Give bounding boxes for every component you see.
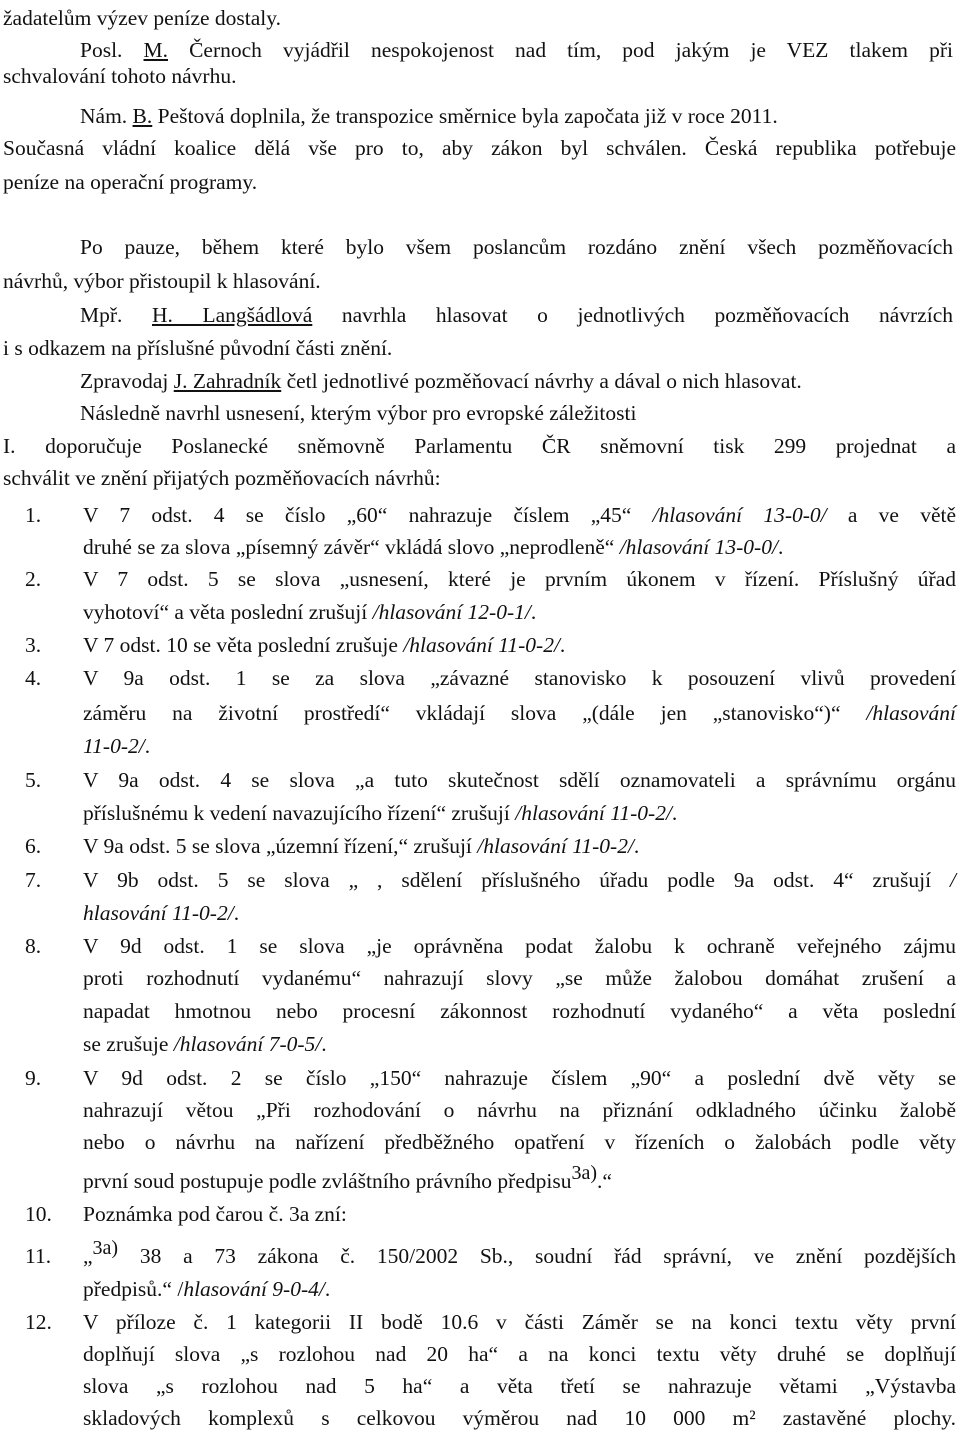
text-line: napadat hmotnou nebo procesní zákonnost rozhodnutí vydaného“ a věta poslední bbox=[83, 999, 956, 1023]
text-line: V 9b odst. 5 se slova „ , sdělení příslušného úřadu podle 9a odst. 4“ zrušují / bbox=[83, 868, 956, 892]
text-line: Posl. M. Černoch vyjádřil nespokojenost nad tím, pod jakým je VEZ tlakem při bbox=[80, 38, 953, 62]
text-line: „$^{3a)}$ 38 a 73 zákona č. 150/2002 Sb., soudní řád správní, ve znění pozdějších bbox=[83, 1237, 956, 1268]
text-line: první soud postupuje podle zvláštního právního předpisu$^{3a)}$.“ bbox=[83, 1162, 612, 1193]
footnote-marker: 3a) bbox=[92, 1237, 119, 1259]
text-line: skladových komplexů s celkovou výměrou nad 10 000 m² zastavěné plochy. bbox=[83, 1406, 956, 1430]
text-line: předpisů.“ /hlasování 9-0-4/. bbox=[83, 1277, 331, 1301]
text-line: hlasování 11-0-2/. bbox=[83, 901, 240, 925]
text-line: V 7 odst. 5 se slova „usnesení, které je prvním úkonem v řízení. Příslušný úřad bbox=[83, 567, 956, 591]
text-line: doplňují slova „s rozlohou nad 20 ha“ a na konci textu věty druhé se doplňují bbox=[83, 1342, 956, 1366]
text-line: 11-0-2/. bbox=[83, 734, 151, 758]
list-number: 6. bbox=[25, 834, 42, 858]
text-line: druhé se za slova „písemný závěr“ vkládá slovo „neprodleně“ /hlasování 13-0-0/. bbox=[83, 535, 784, 559]
list-number: 3. bbox=[25, 633, 42, 657]
text-line: peníze na operační programy. bbox=[3, 170, 258, 194]
text-line: V 9a odst. 4 se slova „a tuto skutečnost sdělí oznamovateli a správnímu orgánu bbox=[83, 768, 956, 792]
text-line: Nám. B. Peštová doplnila, že transpozice směrnice byla započata již v roce 2011. bbox=[80, 104, 778, 128]
text-line: vyhotoví“ a věta poslední zrušují /hlasování 12-0-1/. bbox=[83, 600, 537, 624]
text-line: Mpř. H. Langšádlová navrhla hlasovat o jednotlivých pozměňovacích návrzích bbox=[80, 303, 953, 327]
text-line: Po pauze, během které bylo všem poslancům rozdáno znění všech pozměňovacích bbox=[80, 235, 953, 259]
text-line: Zpravodaj J. Zahradník četl jednotlivé pozměňovací návrhy a dával o nich hlasovat. bbox=[80, 369, 802, 393]
list-number: 11. bbox=[25, 1244, 52, 1268]
text-line: V 9d odst. 1 se slova „je oprávněna podat žalobu k ochraně veřejného zájmu bbox=[83, 934, 956, 958]
list-number: 4. bbox=[25, 666, 42, 690]
text-line: schvalování tohoto návrhu. bbox=[3, 64, 237, 88]
text-line: V 9a odst. 5 se slova „územní řízení,“ zrušují /hlasování 11-0-2/. bbox=[83, 834, 640, 858]
text-line: schválit ve znění přijatých pozměňovacích návrhů: bbox=[3, 466, 441, 490]
text-line: návrhů, výbor přistoupil k hlasování. bbox=[3, 269, 321, 293]
text-line: záměru na životní prostředí“ vkládají slova „(dále jen „stanovisko“)“ /hlasování bbox=[83, 701, 956, 725]
text-line: slova „s rozlohou nad 5 ha“ a věta třetí se nahrazuje větami „Výstavba bbox=[83, 1374, 956, 1398]
text-line: V 9a odst. 1 se za slova „závazné stanovisko k posouzení vlivů provedení bbox=[83, 666, 956, 690]
text-line: V 7 odst. 10 se věta poslední zrušuje /hlasování 11-0-2/. bbox=[83, 633, 566, 657]
text-line: I. doporučuje Poslanecké sněmovně Parlamentu ČR sněmovní tisk 299 projednat a bbox=[3, 434, 956, 458]
list-number: 5. bbox=[25, 768, 42, 792]
list-number: 12. bbox=[25, 1310, 52, 1334]
text-line: V příloze č. 1 kategorii II bodě 10.6 v části Záměr se na konci textu věty první bbox=[83, 1310, 956, 1334]
text-line: i s odkazem na příslušné původní části znění. bbox=[3, 336, 393, 360]
text-line: V 9d odst. 2 se číslo „150“ nahrazuje číslem „90“ a poslední dvě věty se bbox=[83, 1066, 956, 1090]
text-line: příslušnému k vedení navazujícího řízení“ zrušují /hlasování 11-0-2/. bbox=[83, 801, 678, 825]
list-number: 1. bbox=[25, 503, 42, 527]
text-line: Současná vládní koalice dělá vše pro to, aby zákon byl schválen. Česká republika potřebuje bbox=[3, 136, 956, 160]
list-number: 10. bbox=[25, 1202, 52, 1226]
list-number: 8. bbox=[25, 934, 42, 958]
text-line: nahrazují větou „Při rozhodování o návrhu na přiznání odkladného účinku žalobě bbox=[83, 1098, 956, 1122]
text-line: proti rozhodnutí vydanému“ nahrazují slovy „se může žalobou domáhat zrušení a bbox=[83, 966, 956, 990]
text-line: žadatelům výzev peníze dostaly. bbox=[3, 6, 281, 30]
text-line: nebo o návrhu na nařízení předběžného opatření v řízeních o žalobách podle věty bbox=[83, 1130, 956, 1154]
list-number: 9. bbox=[25, 1066, 42, 1090]
list-number: 7. bbox=[25, 868, 42, 892]
text-line: Poznámka pod čarou č. 3a zní: bbox=[83, 1202, 347, 1226]
text-line: Následně navrhl usnesení, kterým výbor pro evropské záležitosti bbox=[80, 401, 637, 425]
text-line: V 7 odst. 4 se číslo „60“ nahrazuje číslem „45“ /hlasování 13-0-0/ a ve větě bbox=[83, 503, 956, 527]
text-line: se zrušuje /hlasování 7-0-5/. bbox=[83, 1032, 327, 1056]
footnote-marker: 3a) bbox=[571, 1162, 598, 1184]
list-number: 2. bbox=[25, 567, 42, 591]
